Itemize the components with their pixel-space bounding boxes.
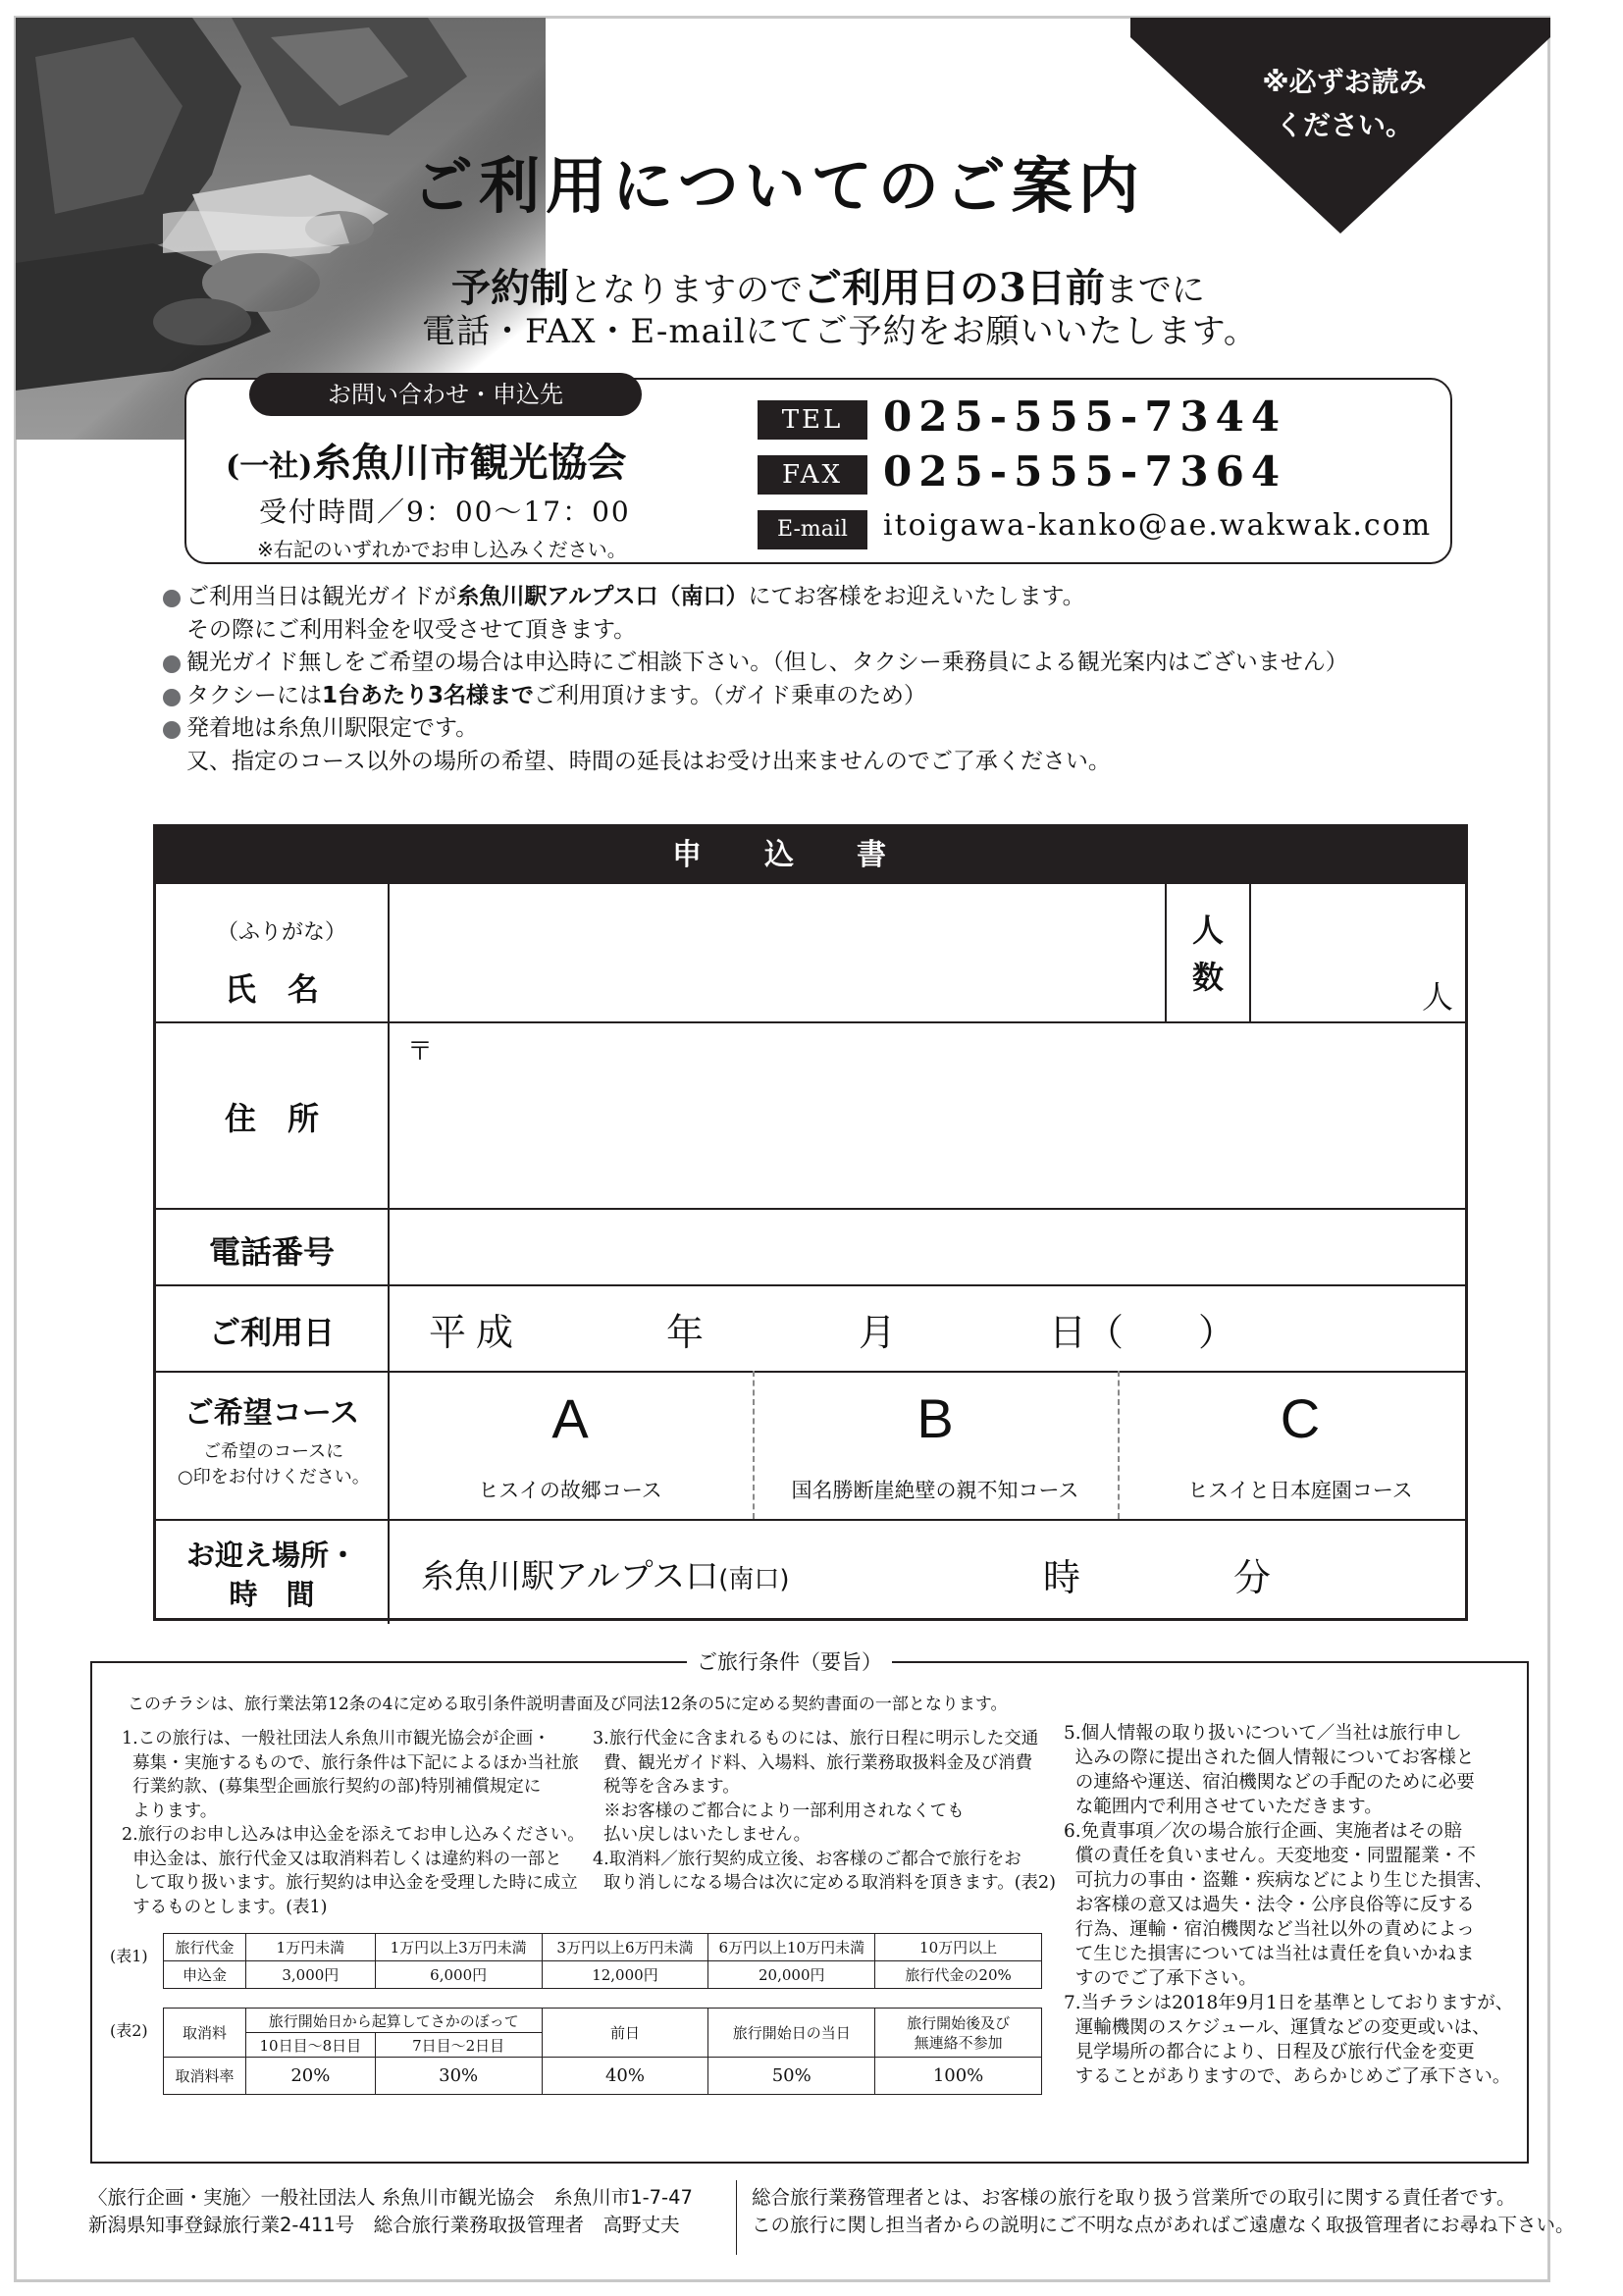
- postal-mark: 〒: [407, 1037, 434, 1067]
- pickup-time-field[interactable]: [882, 1524, 1465, 1618]
- count-unit: 人: [1422, 978, 1454, 1016]
- tel-number[interactable]: 025-555-7344: [883, 392, 1287, 441]
- org-name: [226, 432, 626, 488]
- course-a-letter[interactable]: A: [551, 1387, 589, 1449]
- course-hint-1: ご希望のコースに: [203, 1441, 344, 1462]
- address-field[interactable]: [392, 1025, 1465, 1206]
- address-label: 住 所: [224, 1100, 319, 1137]
- note-item: 観光ガイド無しをご希望の場合は申込時にご相談下さい。（但し、タクシー乗務員による観光案内はございません）: [161, 647, 1348, 680]
- row-divider: [156, 1519, 1465, 1521]
- pickup-hour: 時: [1043, 1556, 1081, 1599]
- email-label: E-mail: [758, 510, 867, 549]
- org-name-text: 糸魚川市観光協会: [312, 440, 627, 486]
- note-item: ご利用当日は観光ガイドが糸魚川駅アルプス口（南口）にてお客様をお迎えいたします。: [161, 581, 1348, 614]
- lead-text-b: までに: [1104, 271, 1205, 310]
- date-month: 月: [859, 1311, 897, 1354]
- name-field[interactable]: [392, 888, 1163, 1019]
- course-a-name[interactable]: ヒスイの故郷コース: [478, 1479, 662, 1502]
- name-label: 氏 名: [224, 970, 319, 1008]
- note-item: タクシーには1台あたり3名様までご利用頂けます。（ガイド乗車のため）: [161, 680, 1348, 713]
- page-title: ご利用についてのご案内: [412, 150, 1145, 222]
- tel-label: TEL: [758, 400, 867, 440]
- email-address[interactable]: itoigawa-kanko@ae.wakwak.com: [883, 508, 1433, 543]
- lead-reservation: 予約制: [451, 265, 569, 311]
- cancellation-table: 取消料 旅行開始日から起算してさかのぼって 前日 旅行開始日の当日 旅行開始後及び 無連絡不参加 10日目～8日目 7日目～2日目 取消料率 20% 30% 40% 50% 100%: [163, 2008, 1042, 2095]
- lead-line-2: 電話・FAX・E-mailにてご予約をお願いいたします。: [422, 312, 1258, 351]
- count-label-2: 数: [1191, 959, 1224, 996]
- row-divider: [156, 1021, 1465, 1023]
- fax-number[interactable]: 025-555-7364: [883, 447, 1287, 496]
- footer-divider: [736, 2180, 737, 2255]
- row-divider: [156, 1371, 1465, 1373]
- badge-line-1: ※必ずお読み: [1262, 66, 1427, 98]
- reception-hours: 受付時間／9：00～17：00: [259, 496, 631, 528]
- date-field[interactable]: [392, 1288, 1465, 1369]
- phone-field[interactable]: [392, 1212, 1465, 1282]
- pickup-minute: 分: [1233, 1556, 1272, 1599]
- conditions-title: ご旅行条件（要旨）: [687, 1646, 892, 1676]
- date-day: 日（ ）: [1049, 1311, 1236, 1354]
- conditions-col-2: 3.旅行代金に含まれるものには、旅行日程に明示した交通 費、観光ガイド料、入場料、旅行業務取扱料金及び消費 税等を含みます。 ※お客様のご都合により一部利用されなくても 払い戻しはいたしません。 4.取消料／旅行契約成立後、お客様のご都合で旅行をお 取り消しになる場合は次に定める取消料を頂きます。(表2): [593, 1729, 1057, 1893]
- org-prefix: (一社): [226, 449, 313, 484]
- lead-deadline: ご利用日の3日前: [803, 265, 1105, 311]
- contact-note: ※右記のいずれかでお申し込みください。: [257, 538, 627, 561]
- course-b-letter[interactable]: B: [916, 1387, 954, 1449]
- conditions-col-3: 5.個人情報の取り扱いについて／当社は旅行申し 込みの際に提出された個人情報についてお客様と の連絡や運送、宿泊機関などの手配のために必要 な範囲内で利用させていただきます。 6.免責事項／次の場合旅行企画、実施者はその賠 償の責任を負いません。天変地変・同盟罷業・不 可抗力の事由・盗難・疾病などにより生じた損害、 お客様の意又は過失・法令・公序良俗等に反する 行為、運輸・宿泊機関など当社以外の責めによっ て生じた損害については当社は責任を負いかねま すのでご了承下さい。 7.当チラシは2018年9月1日を基準としておりますが、 運輸機関のスケジュール、運賃などの変更或いは、 見学場所の都合により、日程及び旅行代金を変更 することがありますので、あらかじめご了承下さい。: [1064, 1723, 1514, 2087]
- note-item: 発着地は糸魚川駅限定です。: [161, 712, 1348, 746]
- organizer-info: 〈旅行企画・実施〉一般社団法人 糸魚川市観光協会 糸魚川市1-7-47 新潟県知事登録旅行業2-411号 総合旅行業務取扱管理者 高野丈夫: [88, 2186, 693, 2236]
- usage-notes: [161, 581, 1348, 778]
- course-hint-2: ○印をお付けください。: [178, 1467, 370, 1487]
- form-header: 申込書: [156, 827, 1465, 884]
- pickup-label-2: 時 間: [229, 1578, 315, 1611]
- row-divider: [156, 1208, 1465, 1210]
- course-c-name[interactable]: ヒスイと日本庭園コース: [1187, 1479, 1413, 1502]
- must-read-text: [1217, 61, 1472, 147]
- pickup-label-1: お迎え場所・: [185, 1539, 357, 1572]
- lead-text-a: となりますので: [569, 271, 803, 310]
- conditions-col-1: 1.この旅行は、一般社団法人糸魚川市観光協会が企画・ 募集・実施するもので、旅行条件は下記によるほか当社旅 行業約款、(募集型企画旅行契約の部)特別補償規定に よります。 2.旅行のお申し込みは申込金を添えてお申し込みください。 申込金は、旅行代金又は取消料若しくは違約料の一部と して取り扱います。旅行契約は申込金を受理した時に成立 するものとします。(表1): [122, 1729, 585, 1917]
- badge-line-2: ください。: [1275, 109, 1413, 141]
- course-c-letter[interactable]: C: [1280, 1387, 1321, 1449]
- date-year: 年: [666, 1311, 705, 1354]
- fax-label: FAX: [758, 455, 867, 495]
- application-form: [153, 824, 1468, 1621]
- manager-info: 総合旅行業務管理者とは、お客様の旅行を取り扱う営業所での取引に関する責任者です。 この旅行に関し担当者からの説明にご不明な点があればご遠慮なく取扱管理者にお尋ね下さい。: [752, 2186, 1575, 2236]
- note-item: その際にご利用料金を収受させて頂きます。: [186, 616, 637, 643]
- table1-label: (表1): [110, 1947, 148, 1965]
- count-label-1: 人: [1191, 912, 1224, 949]
- pickup-place: 糸魚川駅アルプス口(南口): [421, 1557, 790, 1596]
- conditions-intro: このチラシは、旅行業法第12条の4に定める取引条件説明書面及び同法12条の5に定める契約書面の一部となります。: [128, 1695, 1008, 1714]
- course-b-name[interactable]: 国名勝断崖絶壁の親不知コース: [791, 1479, 1079, 1502]
- label-column-divider: [388, 884, 390, 1624]
- phone-label: 電話番号: [208, 1233, 335, 1271]
- row-divider: [156, 1284, 1465, 1286]
- contact-tag: お問い合わせ・申込先: [249, 373, 642, 416]
- date-label: ご利用日: [208, 1314, 335, 1351]
- deposit-table: 旅行代金 1万円未満 1万円以上3万円未満 3万円以上6万円未満 6万円以上10万円未満 10万円以上 申込金 3,000円 6,000円 12,000円 20,000円 旅行代金の20%: [163, 1933, 1042, 1989]
- furigana-label: （ふりがな）: [217, 920, 347, 945]
- course-label: ご希望コース: [183, 1396, 360, 1431]
- date-era: 平成: [429, 1311, 524, 1354]
- table2-label: (表2): [110, 2021, 148, 2040]
- note-item: 又、指定のコース以外の場所の希望、時間の延長はお受け出来ませんのでご了承ください。: [186, 748, 1111, 774]
- count-divider: [1249, 884, 1251, 1021]
